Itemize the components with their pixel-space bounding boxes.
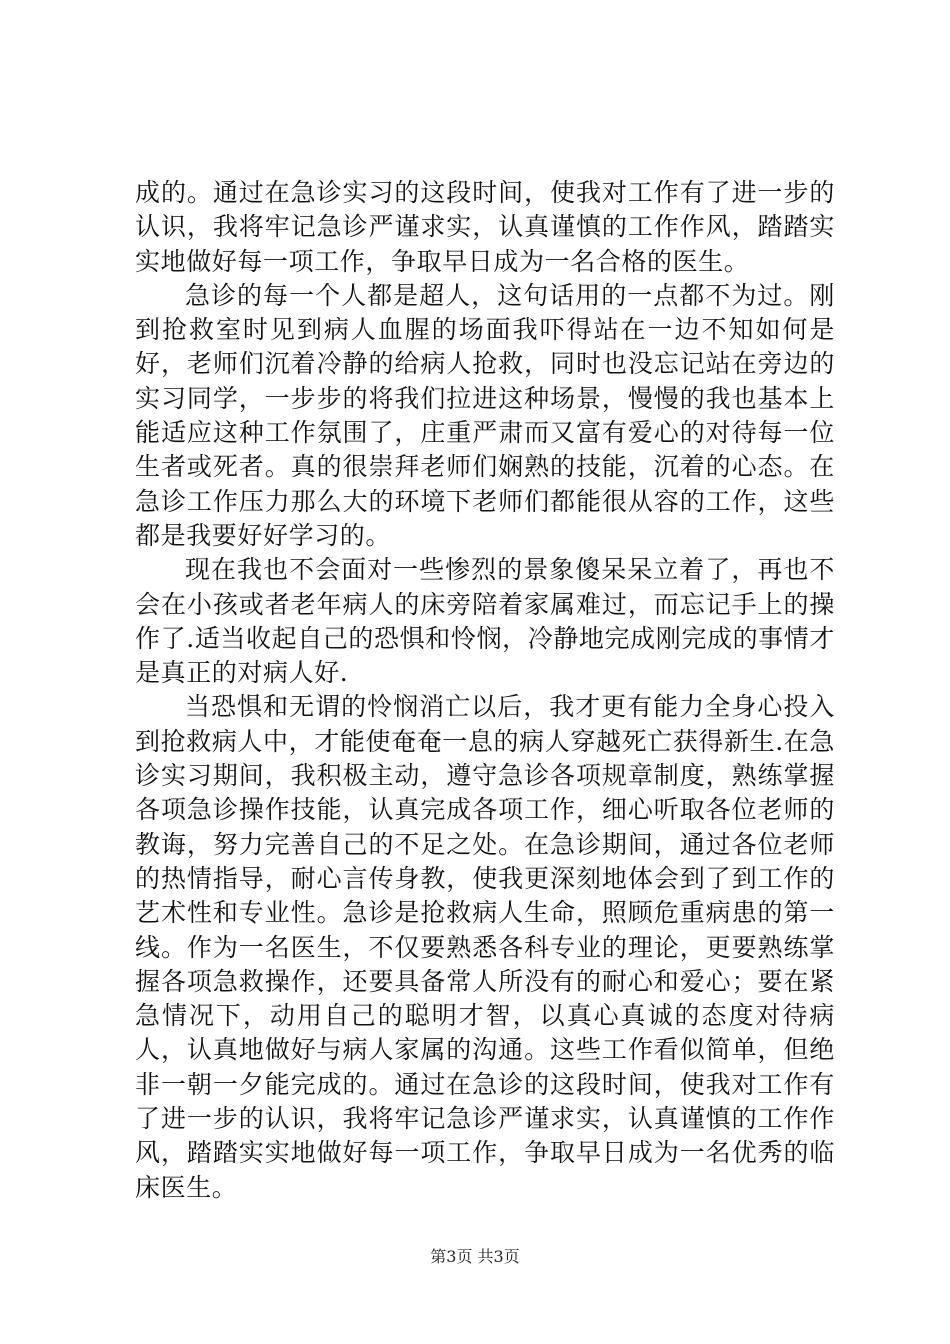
paragraph-continued: 成的。通过在急诊实习的这段时间，使我对工作有了进一步的认识，我将牢记急诊严谨求实，认真谨慎的工作作风，踏踏实实地做好每一项工作，争取早日成为一名合格的医生。: [135, 178, 835, 276]
paragraph: 现在我也不会面对一些惨烈的景象傻呆呆立着了，再也不会在小孩或者老年病人的床旁陪着家属难过，而忘记手上的操作了.适当收起自己的恐惧和怜悯，冷静地完成刚完成的事情才是真正的对病人好.: [135, 555, 835, 688]
page-footer: [0, 1244, 950, 1267]
paragraph: 急诊的每一个人都是超人，这句话用的一点都不为过。刚到抢救室时见到病人血腥的场面我吓得站在一边不知如何是好，老师们沉着冷静的给病人抢救，同时也没忘记站在旁边的实习同学，一步步的将我们拉进这种场景，慢慢的我也基本上能适应这种工作氛围了，庄重严肃而又富有爱心的对待每一位生者或死者。真的很崇拜老师们娴熟的技能，沉着的心态。在急诊工作压力那么大的环境下老师们都能很从容的工作，这些都是我要好好学习的。: [135, 280, 835, 550]
page-number-label: 第3页 共3页: [430, 1247, 520, 1266]
document-body: [135, 176, 835, 1205]
paragraph: 当恐惧和无谓的怜悯消亡以后，我才更有能力全身心投入到抢救病人中，才能使奄奄一息的病人穿越死亡获得新生.在急诊实习期间，我积极主动，遵守急诊各项规章制度，熟练掌握各项急诊操作技能，认真完成各项工作，细心听取各位老师的教诲，努力完善自己的不足之处。在急诊期间，通过各位老师的热情指导，耐心言传身教，使我更深刻地体会到了到工作的艺术性和专业性。急诊是抢救病人生命，照顾危重病患的第一线。作为一名医生，不仅要熟悉各科专业的理论，更要熟练掌握各项急救操作，还要具备常人所没有的耐心和爱心；要在紧急情况下，动用自己的聪明才智，以真心真诚的态度对待病人，认真地做好与病人家属的沟通。这些工作看似简单，但绝非一朝一夕能完成的。通过在急诊的这段时间，使我对工作有了进一步的认识，我将牢记急诊严谨求实，认真谨慎的工作作风，踏踏实实地做好每一项工作，争取早日成为一名优秀的临床医生。: [135, 692, 835, 1202]
